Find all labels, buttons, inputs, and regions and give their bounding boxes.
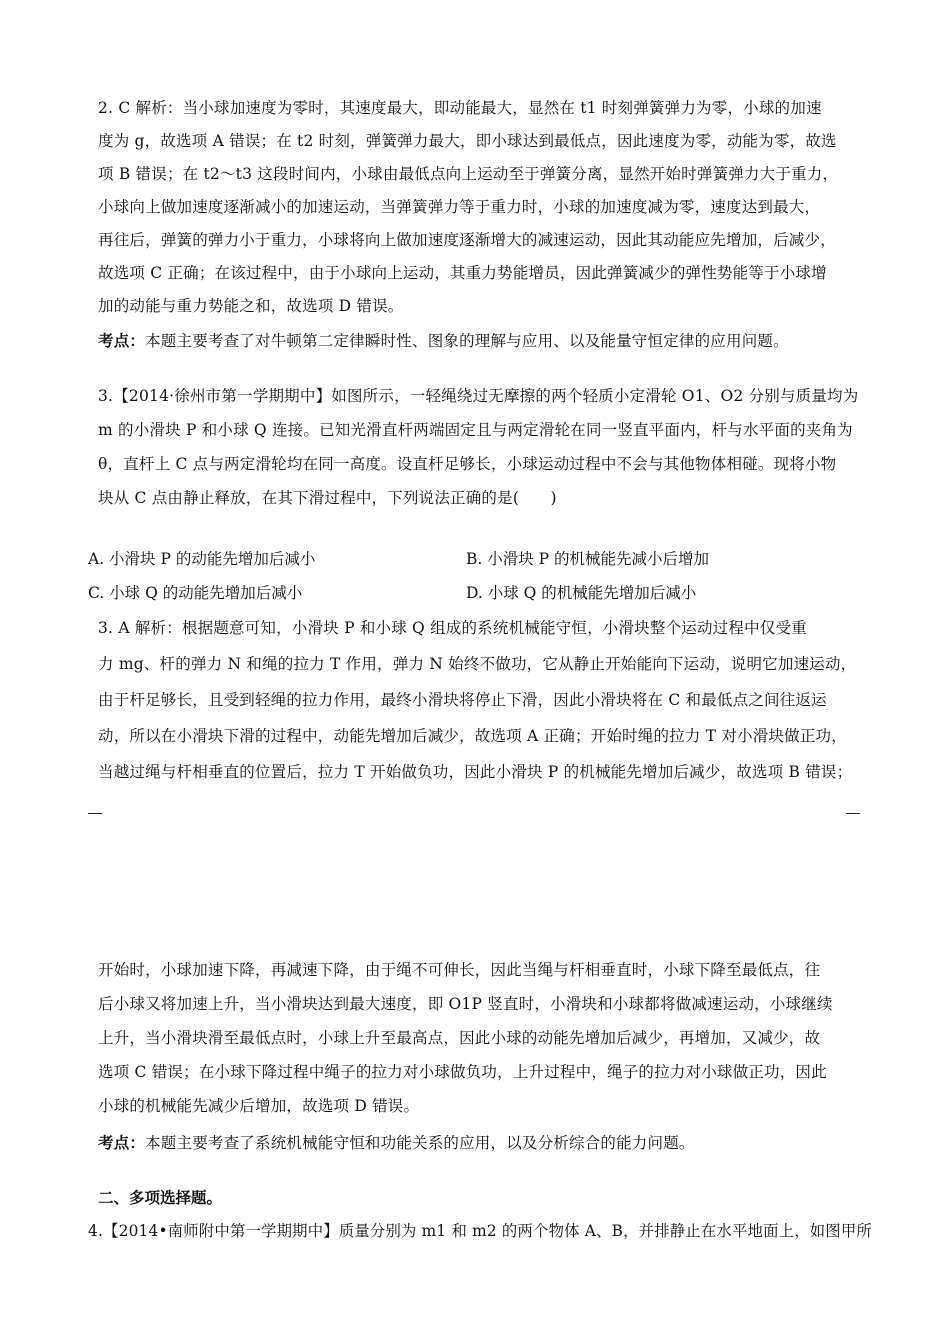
q2-answer-line-4: 小球向上做加速度逐渐减小的加速运动，当弹簧弹力等于重力时，小球的加速度减为零，速度达到最大， xyxy=(98,198,821,216)
q3-option-c: C. 小球 Q 的动能先增加后减小 xyxy=(88,584,303,602)
q3-answer-cont-line-2: 后小球又将加速上升，当小滑块达到最大速度，即 O1P 竖直时，小滑块和小球都将做减速运动，小球继续 xyxy=(98,995,833,1013)
q2-answer-line-3: 项 B 错误；在 t2～t3 这段时间内，小球由最低点向上运动至于弹簧分离，显然开始时弹簧弹力大于重力， xyxy=(98,165,839,183)
q3-question-line-4: 块从 C 点由静止释放，在其下滑过程中，下列说法正确的是( ) xyxy=(98,489,557,507)
q2-answer-line-2: 度为 g，故选项 A 错误；在 t2 时刻，弹簧弹力最大，即小球达到最低点，因此速度为零，动能为零，故选 xyxy=(98,132,837,150)
page-break-mark-right xyxy=(846,813,860,814)
q3-option-a: A. 小滑块 P 的动能先增加后减小 xyxy=(88,550,316,568)
q3-answer-line-1: 3. A 解析：根据题意可知，小滑块 P 和小球 Q 组成的系统机械能守恒，小滑块整个运动过程中仅受重 xyxy=(98,619,807,637)
q3-answer-line-3: 由于杆足够长，且受到轻绳的拉力作用，最终小滑块将停止下滑，因此小滑块将在 C 和最低点之间往返运 xyxy=(98,691,827,709)
kaodian-text: 本题主要考查了对牛顿第二定律瞬时性、图象的理解与应用、以及能量守恒定律的应用问题。 xyxy=(145,332,789,350)
page-break-mark-left xyxy=(88,813,102,814)
q3-option-d: D. 小球 Q 的机械能先增加后减小 xyxy=(466,584,697,602)
kaodian-label: 考点： xyxy=(98,331,146,350)
section-heading-multiple-choice: 二、多项选择题。 xyxy=(98,1188,223,1207)
q3-answer-line-2: 力 mg、杆的弹力 N 和绳的拉力 T 作用，弹力 N 始终不做功，它从静止开始能向下运动，说明它加速运动， xyxy=(98,655,857,673)
q2-answer-line-6: 故选项 C 正确；在该过程中，由于小球向上运动，其重力势能增员，因此弹簧减少的弹性势能等于小球增 xyxy=(98,264,827,282)
q3-answer-cont-line-1: 开始时，小球加速下降，再减速下降，由于绳不可伸长，因此当绳与杆相垂直时，小球下降至最低点，往 xyxy=(98,961,821,979)
q3-question-line-1: 3.【2014·徐州市第一学期期中】如图所示，一轻绳绕过无摩擦的两个轻质小定滑轮 O1、O2 分别与质量均为 xyxy=(98,387,859,405)
q3-kaodian xyxy=(98,1133,695,1153)
q2-kaodian xyxy=(98,331,789,351)
kaodian-label: 考点： xyxy=(98,1133,146,1152)
q3-question-line-3: θ，直杆上 C 点与两定滑轮均在同一高度。设直杆足够长，小球运动过程中不会与其他物体相碰。现将小物 xyxy=(98,455,837,473)
q2-answer-line-1: 2. C 解析：当小球加速度为零时，其速度最大，即动能最大，显然在 t1 时刻弹簧弹力为零，小球的加速 xyxy=(98,99,822,117)
q3-question-line-2: m 的小滑块 P 和小球 Q 连接。已知光滑直杆两端固定且与两定滑轮在同一竖直平面内，杆与水平面的夹角为 xyxy=(98,421,853,439)
q3-answer-cont-line-4: 选项 C 错误；在小球下降过程中绳子的拉力对小球做负功，上升过程中，绳子的拉力对小球做正功，因此 xyxy=(98,1063,827,1081)
q3-option-b: B. 小滑块 P 的机械能先减小后增加 xyxy=(466,550,710,568)
q3-answer-cont-line-5: 小球的机械能先减少后增加，故选项 D 错误。 xyxy=(98,1097,420,1115)
q3-answer-line-4: 动，所以在小滑块下滑的过程中，动能先增加后减少，故选项 A 正确；开始时绳的拉力 T 对小滑块做正功， xyxy=(98,727,847,745)
q2-answer-line-7: 加的动能与重力势能之和，故选项 D 错误。 xyxy=(98,297,404,315)
q3-answer-line-5: 当越过绳与杆相垂直的位置后，拉力 T 开始做负功，因此小滑块 P 的机械能先增加后减少，故选项 B 错误； xyxy=(98,763,853,781)
kaodian-text: 本题主要考查了系统机械能守恒和功能关系的应用，以及分析综合的能力问题。 xyxy=(145,1134,695,1152)
q2-answer-line-5: 再往后，弹簧的弹力小于重力，小球将向上做加速度逐渐增大的减速运动，因此其动能应先增加，后减少， xyxy=(98,231,836,249)
q3-answer-cont-line-3: 上升，当小滑块滑至最低点时，小球上升至最高点，因此小球的动能先增加后减少，再增加，又减少，故 xyxy=(98,1029,821,1047)
q4-question-line-1: 4.【2014•南师附中第一学期期中】质量分别为 m1 和 m2 的两个物体 A、B，并排静止在水平地面上，如图甲所 xyxy=(88,1222,872,1240)
